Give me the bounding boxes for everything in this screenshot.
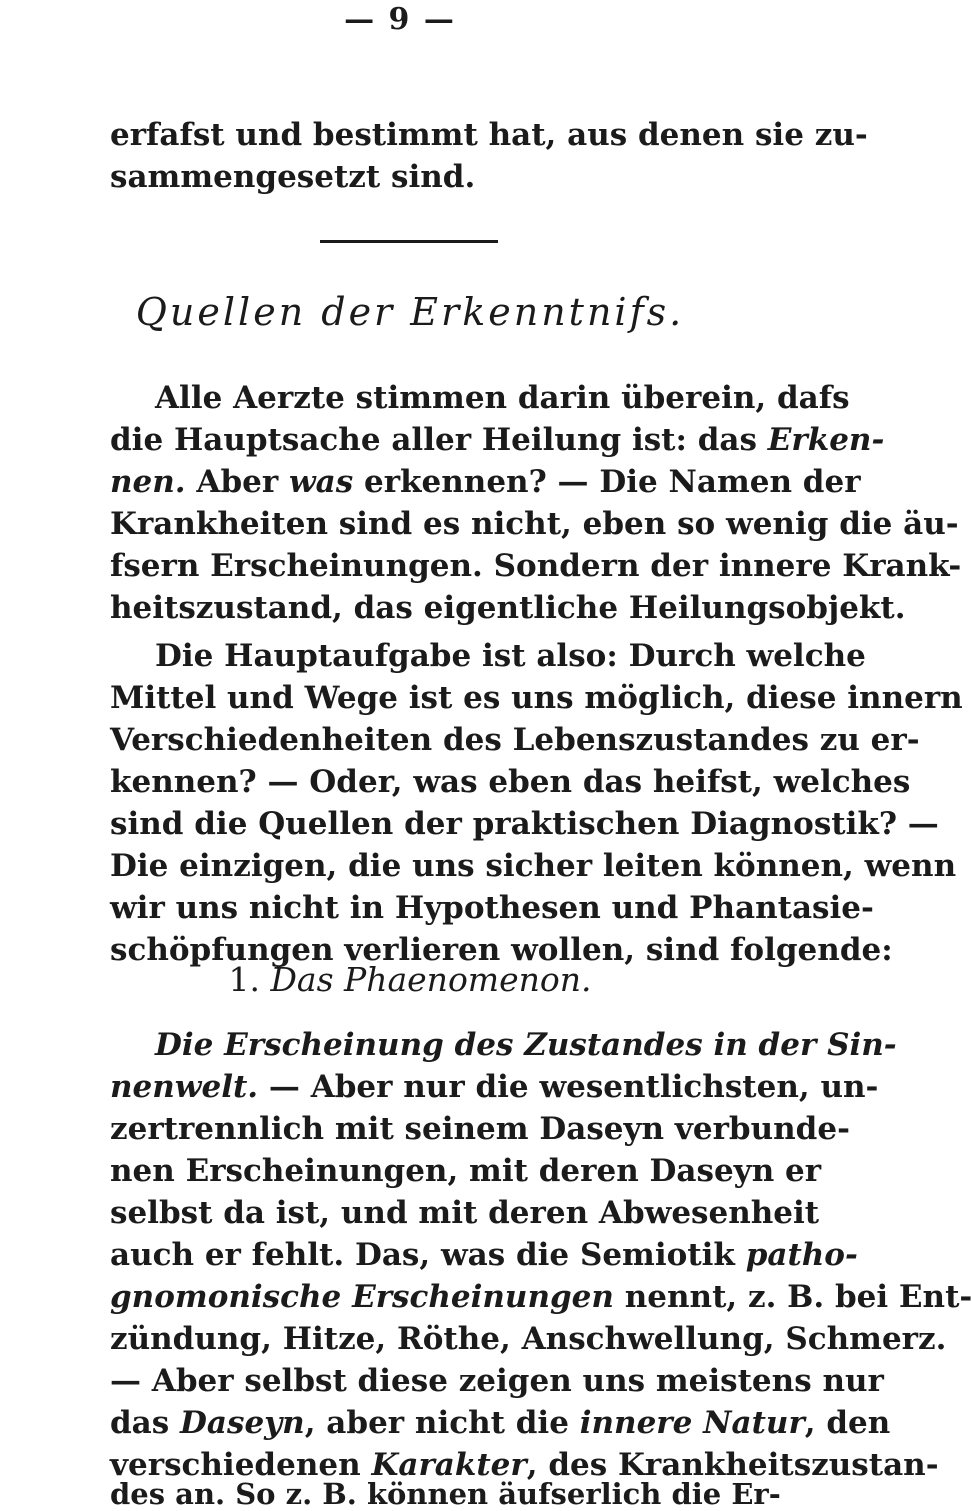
text-line: heitszustand, das eigentliche Heilungsobjekt. [110, 590, 906, 626]
text-line: nenwelt. — Aber nur die wesentlichsten, un- [110, 1069, 879, 1105]
section-heading: Quellen der Erkenntnifs. [135, 290, 685, 334]
text-line: verschiedenen Karakter, des Krankheitszustan- [110, 1447, 939, 1483]
text-line: Die einzigen, die uns sicher leiten können, wenn [110, 848, 957, 884]
text-line: zertrennlich mit seinem Daseyn verbunde- [110, 1111, 850, 1147]
section-divider [320, 240, 498, 243]
text-line: fsern Erscheinungen. Sondern der innere Krank- [110, 548, 962, 584]
numbered-subheading: 1. Das Phaenomenon. [228, 960, 592, 999]
text-line: auch er fehlt. Das, was die Semiotik patho- [110, 1237, 858, 1273]
text-line: erfafst und bestimmt hat, aus denen sie zu- [110, 117, 868, 153]
text-line: Die Erscheinung des Zustandes in der Sin- [155, 1027, 897, 1063]
text-line: schöpfungen verlieren wollen, sind folgende: [110, 932, 893, 968]
text-line: zündung, Hitze, Röthe, Anschwellung, Schmerz. [110, 1321, 947, 1357]
text-line: gnomonische Erscheinungen nennt, z. B. bei Ent- [110, 1279, 972, 1315]
text-line: wir uns nicht in Hypothesen und Phantasie- [110, 890, 874, 926]
text-line: das Daseyn, aber nicht die innere Natur, den [110, 1405, 891, 1441]
text-line: nen Erscheinungen, mit deren Daseyn er [110, 1153, 822, 1189]
text-line: sind die Quellen der praktischen Diagnostik? — [110, 806, 939, 842]
text-line: des an. So z. B. können äufserlich die Er- [110, 1477, 781, 1511]
text-line: Die Hauptaufgabe ist also: Durch welche [155, 638, 866, 674]
text-line: Verschiedenheiten des Lebenszustandes zu er- [110, 722, 920, 758]
page-number: — 9 — [344, 2, 456, 37]
text-line: sammengesetzt sind. [110, 159, 476, 195]
text-line: Alle Aerzte stimmen darin überein, dafs [155, 380, 850, 416]
text-line: Mittel und Wege ist es uns möglich, diese innern [110, 680, 963, 716]
text-line: — Aber selbst diese zeigen uns meistens nur [110, 1363, 884, 1399]
text-line: selbst da ist, und mit deren Abwesenheit [110, 1195, 820, 1231]
text-line: Krankheiten sind es nicht, eben so wenig die äu- [110, 506, 959, 542]
text-line: nen. Aber was erkennen? — Die Namen der [110, 464, 861, 500]
text-line: die Hauptsache aller Heilung ist: das Erken- [110, 422, 885, 458]
text-line: kennen? — Oder, was eben das heifst, welches [110, 764, 911, 800]
